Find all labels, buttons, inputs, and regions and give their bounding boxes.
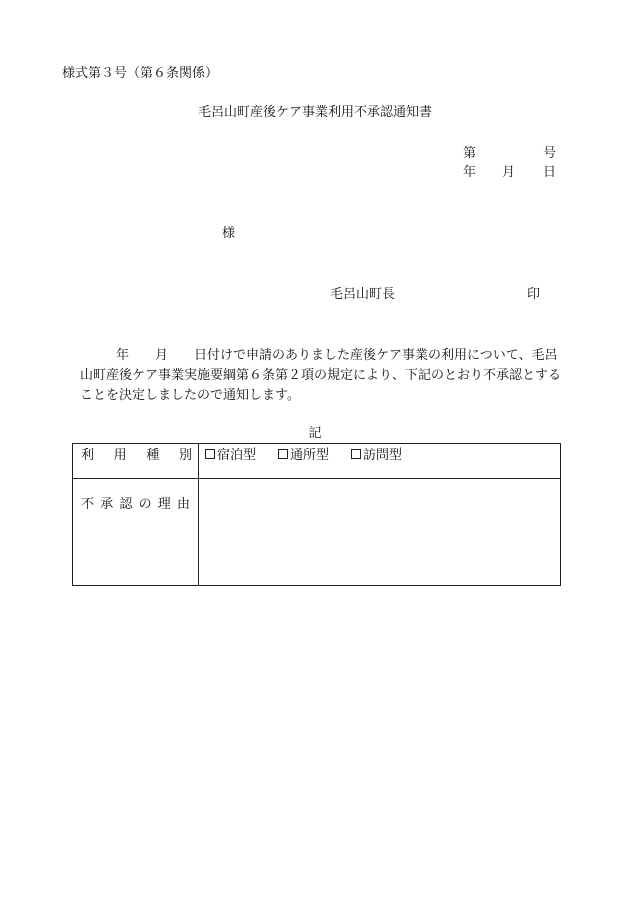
document-title: 毛呂山町産後ケア事業利用不承認通知書 bbox=[197, 105, 432, 120]
option-homon[interactable] bbox=[351, 444, 402, 463]
ki-heading: 記 bbox=[308, 426, 322, 441]
label-char: 種 bbox=[146, 448, 160, 463]
label-char: の bbox=[138, 497, 152, 512]
label-char: 理 bbox=[157, 497, 171, 512]
checkbox-icon[interactable] bbox=[351, 449, 361, 459]
reason-label-cell bbox=[73, 479, 199, 586]
checkbox-icon[interactable] bbox=[205, 449, 215, 459]
issuer-name: 毛呂山町長 bbox=[330, 287, 396, 302]
option-label: 訪問型 bbox=[363, 448, 403, 463]
label-char: 利 bbox=[81, 448, 95, 463]
number-suffix: 号 bbox=[543, 146, 557, 161]
body-text: 年 月 日付けで申請のありました産後ケア事業の利用について、毛呂山町産後ケア事業実施要綱第６条第２項の規定により、下記のとおり不承認とすることを決定しましたので通知します。 bbox=[80, 348, 562, 403]
date-month: 月 bbox=[502, 165, 516, 180]
label-char: 別 bbox=[178, 448, 192, 463]
details-table bbox=[72, 443, 561, 586]
seal-mark: 印 bbox=[527, 287, 541, 302]
usage-type-label bbox=[73, 444, 198, 463]
usage-type-options bbox=[199, 444, 560, 463]
date-day: 日 bbox=[543, 165, 557, 180]
number-prefix: 第 bbox=[463, 146, 477, 161]
reason-label bbox=[73, 479, 198, 512]
label-char: 認 bbox=[119, 497, 133, 512]
usage-type-options-cell bbox=[199, 444, 561, 479]
label-char: 不 bbox=[81, 497, 95, 512]
addressee-suffix: 様 bbox=[222, 226, 236, 241]
usage-type-row bbox=[73, 444, 561, 479]
reason-row bbox=[73, 479, 561, 586]
usage-type-label-cell bbox=[73, 444, 199, 479]
date-year: 年 bbox=[463, 165, 477, 180]
label-char: 承 bbox=[100, 497, 114, 512]
form-number: 様式第３号（第６条関係） bbox=[62, 66, 219, 81]
option-shukuhaku[interactable] bbox=[205, 444, 256, 463]
checkbox-icon[interactable] bbox=[278, 449, 288, 459]
reason-value-cell[interactable] bbox=[199, 479, 561, 586]
option-label: 宿泊型 bbox=[217, 448, 257, 463]
label-char: 由 bbox=[176, 497, 190, 512]
option-label: 通所型 bbox=[290, 448, 330, 463]
option-tsusho[interactable] bbox=[278, 444, 329, 463]
label-char: 用 bbox=[113, 448, 127, 463]
